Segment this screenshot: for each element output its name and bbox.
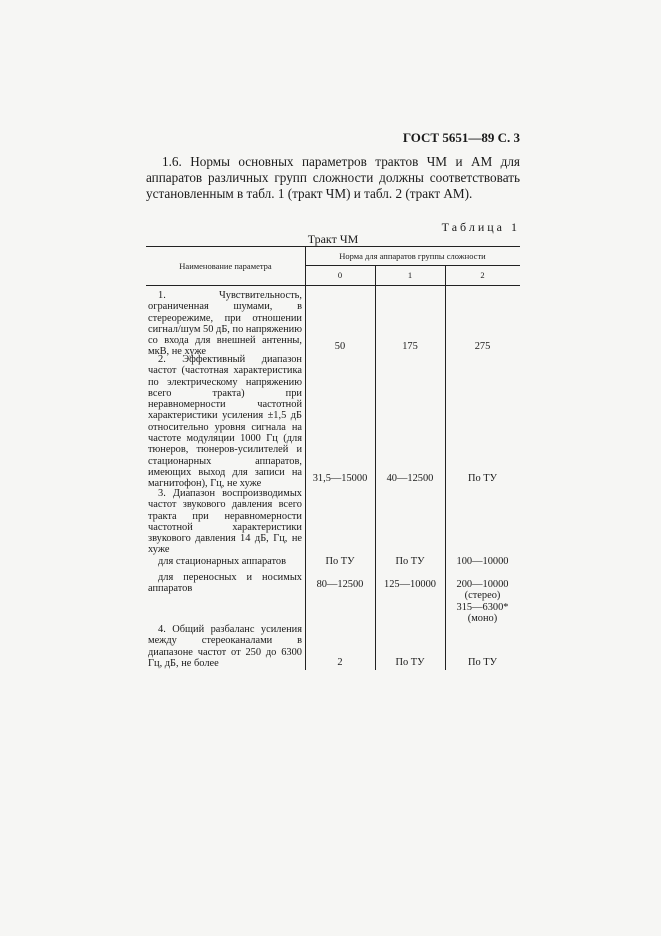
value-line: 315—6300* bbox=[456, 601, 509, 613]
param-column-header: Наименование параметра bbox=[179, 261, 272, 271]
value-line: (моно) bbox=[467, 612, 498, 624]
row1-value-1: 175 bbox=[402, 341, 418, 352]
table-row bbox=[148, 290, 302, 358]
table-label: Таблица 1 bbox=[441, 220, 520, 234]
group-col-1: 1 bbox=[407, 270, 413, 280]
param-text: для переносных и носимых аппаратов bbox=[148, 572, 302, 595]
group-col-2: 2 bbox=[480, 270, 485, 280]
table-title: Тракт ЧМ bbox=[307, 232, 359, 246]
row4-value-1: По ТУ bbox=[395, 657, 425, 668]
row3a-value-0: По ТУ bbox=[325, 556, 355, 567]
row3a-value-2: 100—10000 bbox=[456, 556, 509, 567]
group-column-header: Норма для аппаратов группы сложности bbox=[339, 251, 486, 261]
table-row bbox=[148, 556, 302, 567]
table-row bbox=[148, 354, 302, 490]
param-text: 2. Эффективный диапазон частот (частотная характеристика по электрическому напряжению всего тракта) при неравномерности частотной характеристики усиления ±1,5 дБ относительно уровня сигнала на частоте модуляции 1000 Гц (для тюнеров, тюнеров-усилителей и стационарных аппаратов, имеющих выход для записи на магнитофон), Гц, не хуже bbox=[148, 354, 302, 490]
row4-value-0: 2 bbox=[337, 657, 343, 668]
row3b-value-2 bbox=[445, 579, 520, 624]
table-row bbox=[148, 624, 302, 669]
row1-value-2: 275 bbox=[474, 341, 491, 352]
row1-value-0: 50 bbox=[334, 341, 346, 352]
group-col-0: 0 bbox=[337, 270, 343, 280]
intro-text: 1.6. Нормы основных параметров трактов ЧМ и АМ для аппаратов различных групп сложности должны соответствовать установленным в табл. 1 (тракт ЧМ) и табл. 2 (тракт АМ). bbox=[146, 154, 520, 201]
row3b-value-0: 80—12500 bbox=[316, 579, 364, 590]
group-header-rule bbox=[305, 265, 520, 266]
intro-paragraph bbox=[146, 154, 520, 202]
table-header-bottom-rule bbox=[146, 285, 520, 286]
page-header: ГОСТ 5651—89 С. 3 bbox=[402, 130, 520, 145]
table-top-rule bbox=[146, 246, 520, 247]
row3b-value-1: 125—10000 bbox=[384, 579, 436, 590]
param-text: 4. Общий разбаланс усиления между стереоканалами в диапазоне частот от 250 до 6300 Гц, дБ, не более bbox=[148, 624, 302, 669]
value-line: 200—10000 bbox=[456, 579, 509, 590]
row4-value-2: По ТУ bbox=[467, 657, 497, 668]
col-divider-0 bbox=[375, 265, 376, 670]
row2-value-2: По ТУ bbox=[467, 473, 497, 484]
row2-value-0: 31,5—15000 bbox=[312, 473, 368, 484]
col-divider-param bbox=[305, 246, 306, 670]
param-text: 3. Диапазон воспроизводимых частот звукового давления всего тракта при неравномерности частотной характеристики звукового давления 14 дБ, Гц, не хуже bbox=[148, 488, 302, 556]
param-text: 1. Чувствительность, ограниченная шумами, в стереорежиме, при отношении сигнал/шум 50 дБ, по напряжению со входа для внешней антенны, мкВ, не хуже bbox=[148, 290, 302, 358]
param-text: для стационарных аппаратов bbox=[158, 556, 287, 567]
table-row bbox=[148, 488, 302, 556]
row3a-value-1: По ТУ bbox=[395, 556, 425, 567]
row2-value-1: 40—12500 bbox=[386, 473, 434, 484]
value-line: (стерео) bbox=[464, 590, 501, 602]
table-row bbox=[148, 572, 302, 595]
